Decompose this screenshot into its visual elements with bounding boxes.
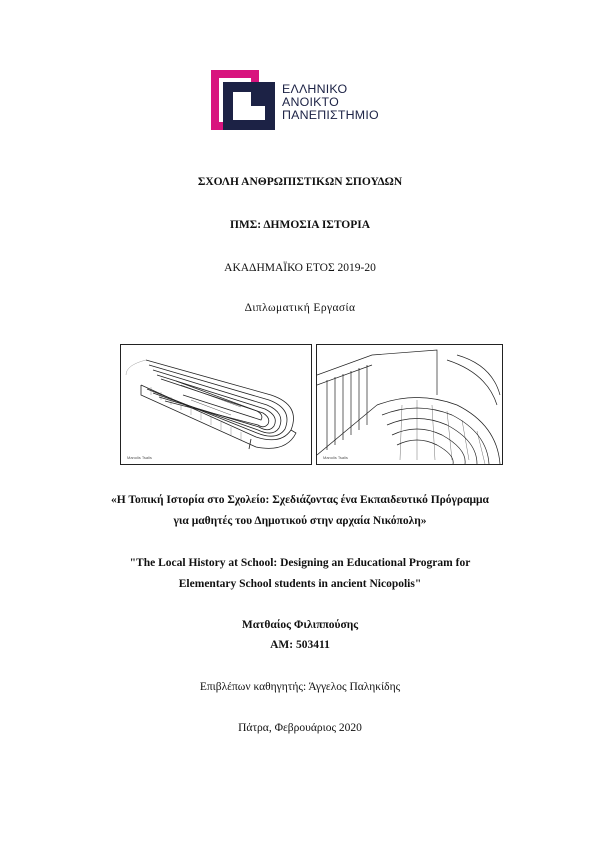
stadium-drawing	[120, 344, 312, 465]
student-id: ΑΜ: 503411	[270, 639, 330, 651]
theater-sketch	[317, 345, 502, 464]
stadium-sketch	[121, 345, 311, 464]
university-name	[282, 83, 422, 122]
thesis-title-greek-line-1: «Η Τοπική Ιστορία στο Σχολείο: Σχεδιάζοντας ένα Εκπαιδευτικό Πρόγραμμα	[111, 494, 489, 506]
program-name: ΠΜΣ: ΔΗΜΟΣΙΑ ΙΣΤΟΡΙΑ	[229, 219, 371, 231]
thesis-title-greek	[0, 490, 600, 532]
school-name: ΣΧΟΛΗ ΑΝΘΡΩΠΙΣΤΙΚΩΝ ΣΠΟΥΔΩΝ	[197, 176, 403, 188]
academic-year: ΑΚΑΔΗΜΑΪΚΟ ΕΤΟΣ 2019-20	[224, 262, 376, 274]
place-date: Πάτρα, Φεβρουάριος 2020	[238, 722, 362, 734]
thesis-title-english-line-1: "The Local History at School: Designing an Educational Program for	[129, 557, 471, 569]
author-name: Ματθαίος Φιλιππούσης	[241, 619, 359, 631]
document-type: Διπλωματική Εργασία	[244, 302, 356, 314]
cover-illustrations	[120, 344, 503, 465]
thesis-title-english	[0, 553, 600, 595]
university-name-line-1: ΕΛΛΗΝΙΚΟ	[282, 82, 348, 96]
thesis-title-greek-line-2: για μαθητές του Δημοτικού στην αρχαία Νικόπολη»	[173, 515, 427, 527]
supervisor: Επιβλέπων καθηγητής: Άγγελος Παληκίδης	[199, 681, 401, 693]
university-name-line-2: ΑΝΟΙΚΤΟ	[282, 95, 339, 109]
theater-drawing	[316, 344, 503, 465]
thesis-title-english-line-2: Elementary School students in ancient Nicopolis"	[178, 578, 422, 590]
university-name-line-3: ΠΑΝΕΠΙΣΤΗΜΙΟ	[282, 108, 379, 122]
figure-credit-left: Manolis Tsalis	[127, 455, 152, 460]
figure-credit-right: Manolis Tsalis	[323, 455, 348, 460]
